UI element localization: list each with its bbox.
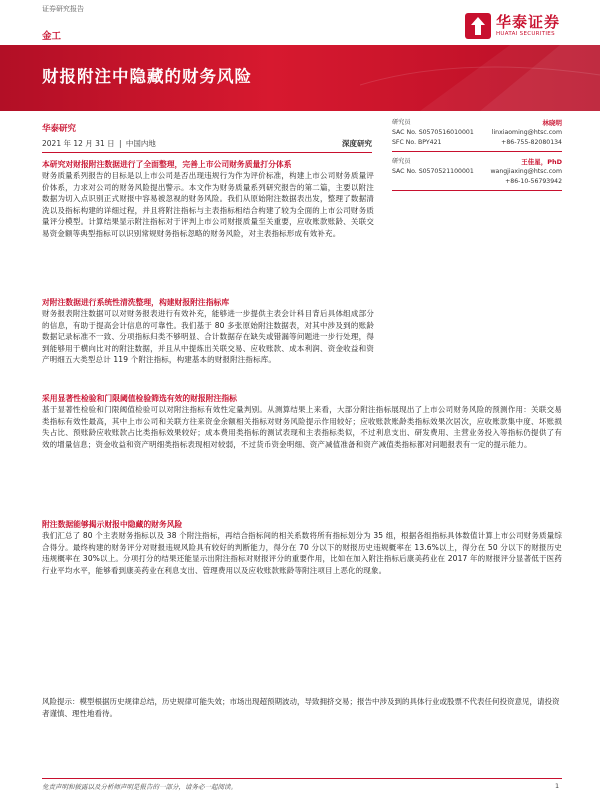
analyst-role: 研究员 [392, 119, 411, 126]
analyst-sac: SAC No. S0570521100001 [392, 168, 474, 175]
analyst-name: 王佳星，PhD [521, 158, 562, 166]
section-3 [42, 393, 562, 450]
report-date: 2021 年 12 月 31 日 [42, 139, 115, 148]
report-title: 财报附注中隐藏的财务风险 [42, 67, 252, 86]
section-heading: 本研究对财报附注数据进行了全面整理，完善上市公司财务质量打分体系 [42, 160, 292, 169]
analyst-card [392, 118, 562, 152]
section-paragraph: 基于显著性检验和门限阈值检验可以对附注指标有效性定量判别。从测算结果上来看，大部分附注指标展现出了上市公司财务风险的预测作用：关联交易类指标有效性最高，其中上市公司和关联方往来资金余额相关指标对财务风险提示作用较好；应收账款账龄类指标效果次居次，应收账款集中度、坏账损失占比、预账龄应收账款占比类指标效果较好；成本费用类指标的测试表现和主表指标类似，不过利息支出、研发费用、主营业务投入等指标仍提供了有效的增量信息；资金收益和资产明细类指标表现相对较弱，不过货币资金明细、资产减值准备和资产减值类指标都对问题报表有一定的提示能力。 [42, 405, 562, 449]
analyst-email[interactable]: linxiaoming@htsc.com [491, 129, 562, 136]
huatai-logo-icon [465, 13, 491, 39]
analyst-name: 林晓明 [542, 119, 562, 127]
section-tag: 金工 [42, 31, 62, 42]
logo-text-cn: 华泰证券 [495, 12, 560, 31]
section-paragraph: 财务报表附注数据可以对财务报表进行有效补充，能够进一步提供主表会计科目背后具体组成部分的信息，有助于提高会计信息的可靠性。我们基于 80 多张原始附注数据表，对其中涉及到的账龄数据记录标准不一致、分项指标归类不够明显、合计数据存在缺失或错漏等问题进一步行处理，得到能够用于横向比对的附注数据，并且从中提炼出关联交易、应收账款、成本利润、资金收益和资产明细五大类型总计 119 个附注指标，构建基本的财报附注指标库。 [42, 309, 374, 365]
section-paragraph: 我们汇总了 80 个主表财务指标以及 38 个附注指标，再结合指标间的相关系数将所有指标划分为 35 组，根据各组指标具体数值计算上市公司财务质量综合得分。最终构建的财务评分对财报违规风险具有较好的判断能力，得分在 70 分以下的财报历史违规概率在 13.6%以上，得分在 50 分以下的财报历史违规概率在 30%以上。分项打分的结果还能显示出附注指标对财报评分的重要作用，比如在加入附注指标后康美药业在 2017 年的财报评分显著低于医药行业平均水平，能够看到康美药业在利息支出、管理费用以及应收账款账龄等附注项目上恶化的现象。 [42, 531, 562, 575]
banner-decoration [360, 45, 600, 111]
report-type-label: 证券研究报告 [42, 5, 84, 13]
analyst-sac: SAC No. S0570516010001 [392, 129, 474, 136]
analyst-phone: +86-755-82080134 [501, 139, 562, 146]
section-4 [42, 519, 562, 576]
analyst-role: 研究员 [392, 158, 411, 165]
analyst-email[interactable]: wangjiaxing@htsc.com [490, 168, 562, 175]
company-logo [465, 13, 560, 39]
risk-warning: 风险提示：模型根据历史规律总结，历史规律可能失效；市场出现超预期波动，导致拥挤交易；报告中涉及到的具体行业或股票不代表任何投资意见，请投资者谨慎、理性地看待。 [42, 697, 560, 718]
logo-text-en: HUATAI SECURITIES [495, 30, 555, 37]
firm-name: 华泰研究 [42, 124, 77, 134]
analyst-panel [392, 118, 562, 196]
report-category: 深度研究 [342, 139, 372, 148]
analyst-card [392, 157, 562, 191]
section-2 [42, 297, 374, 366]
section-paragraph: 财务质量系列报告的目标是以上市公司是否出现违规行为作为评价标准，构建上市公司财务质量评价体系，力求对公司的财务风险提出警示。本文作为财务质量系列研究报告的第二篇，主要以附注数据为切入点识别正式财报中容易被忽视的财务风险。我们从原始附注数据表出发，整理了数据清洗以及指标构建的详细过程，并且将附注指标与主表指标相结合构建了较为全面的上市公司财务质量评分模型。计算结果显示附注指标对于评判上市公司财报质量至关重要，应收账款账龄、关联交易资金额等典型指标可以识别常规财务指标忽略的财务风险，对主表指标形成有效补充。 [42, 171, 374, 238]
section-heading: 附注数据能够揭示财报中隐藏的财务风险 [42, 520, 183, 529]
section-1 [42, 159, 374, 240]
analyst-phone: +86-10-56793942 [505, 178, 562, 185]
meta-separator: | [119, 139, 122, 148]
footer-divider [42, 778, 562, 779]
page-number: 1 [555, 782, 560, 790]
title-banner [0, 45, 600, 111]
section-heading: 对附注数据进行系统性清洗整理，构建财报附注指标库 [42, 298, 230, 307]
region: 中国内地 [125, 139, 156, 148]
footer-disclaimer: 免责声明和披露以及分析师声明是报告的一部分，请务必一起阅读。 [42, 783, 237, 791]
section-heading: 采用显著性检验和门限阈值检验筛选有效的财报附注指标 [42, 394, 237, 403]
meta-row [42, 138, 372, 153]
analyst-sfc: SFC No. BPY421 [392, 139, 442, 146]
